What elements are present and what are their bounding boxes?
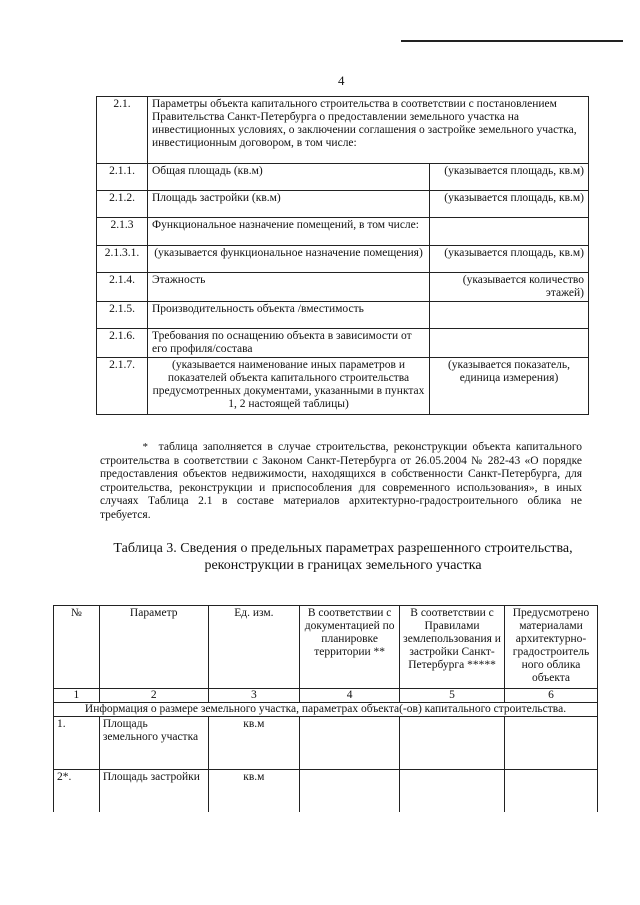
column-header: В соответствии с документацией по планировке территории ** xyxy=(300,606,400,689)
section-row xyxy=(54,703,598,717)
index-row xyxy=(54,689,598,703)
header-row xyxy=(54,606,598,689)
footnote-text: таблица заполняется в случае строительства, реконструкции объекта капитального строительства в соответствии с Законом Санкт-Петербурга от 26.05.2004 № 282-43 «О порядке предоставления объектов недвижимости, находящихся в собственности Санкт-Петербурга, для строительства, реконструкции и приспособления для современного использования», в иных случаях Таблица 2.1 в составе материалов архитектурно-градостроительного облика не требуется. xyxy=(100,441,583,521)
row-cell xyxy=(400,717,505,770)
column-header: № xyxy=(54,606,100,689)
row-cell xyxy=(300,717,400,770)
footnote xyxy=(100,441,582,523)
column-index: 1 xyxy=(54,689,100,703)
row-number: 1. xyxy=(54,717,100,770)
column-index: 4 xyxy=(300,689,400,703)
table-row xyxy=(97,191,589,218)
row-cell xyxy=(505,770,598,813)
parameters-table xyxy=(96,96,589,415)
column-header: Ед. изм. xyxy=(208,606,300,689)
row-text: Общая площадь (кв.м) xyxy=(148,164,430,191)
column-index: 5 xyxy=(400,689,505,703)
row-number: 2.1.7. xyxy=(97,358,148,415)
table-row xyxy=(97,273,589,302)
row-number: 2*. xyxy=(54,770,100,813)
column-header: Параметр xyxy=(99,606,208,689)
page-number: 4 xyxy=(338,73,345,88)
column-index: 3 xyxy=(208,689,300,703)
section-heading: Информация о размере земельного участка, параметрах объекта(-ов) капитального строительства. xyxy=(54,703,598,717)
row-value: (указывается площадь, кв.м) xyxy=(430,191,589,218)
row-number: 2.1.3.1. xyxy=(97,246,148,273)
row-value xyxy=(430,302,589,329)
row-text: Этажность xyxy=(148,273,430,302)
row-text: (указывается наименование иных параметров и показателей объекта капитального строительства предусмотренных документами, указанными в пунктах 1, 2 настоящей таблицы) xyxy=(148,358,430,415)
row-number: 2.1.2. xyxy=(97,191,148,218)
table-row xyxy=(97,97,589,164)
row-cell xyxy=(400,770,505,813)
top-rule xyxy=(401,40,623,42)
row-value xyxy=(430,218,589,246)
table3-title xyxy=(100,540,586,574)
row-unit: кв.м xyxy=(208,717,300,770)
row-number: 2.1.6. xyxy=(97,329,148,358)
column-header: Предусмотрено материалами архитектурно-градостроитель ного облика объекта xyxy=(505,606,598,689)
table-row xyxy=(97,246,589,273)
table-row xyxy=(97,302,589,329)
column-index: 2 xyxy=(99,689,208,703)
row-unit: кв.м xyxy=(208,770,300,813)
table3-title-line2: реконструкции в границах земельного участка xyxy=(204,558,482,573)
row-text: Параметры объекта капитального строительства в соответствии с постановлением Правительства Санкт-Петербурга о предоставлении земельного участка на инвестиционных условиях, о заключении соглашения о застройке земельного участка, инвестиционным договором, в том числе: xyxy=(148,97,589,164)
row-text: Требования по оснащению объекта в зависимости от его профиля/состава xyxy=(148,329,430,358)
row-value: (указывается площадь, кв.м) xyxy=(430,164,589,191)
table-row xyxy=(54,770,598,813)
row-value: (указывается показатель, единица измерения) xyxy=(430,358,589,415)
row-number: 2.1.5. xyxy=(97,302,148,329)
row-text: Площадь застройки (кв.м) xyxy=(148,191,430,218)
row-number: 2.1.4. xyxy=(97,273,148,302)
row-number: 2.1.3 xyxy=(97,218,148,246)
table-row xyxy=(97,164,589,191)
table-row xyxy=(97,329,589,358)
row-value: (указывается площадь, кв.м) xyxy=(430,246,589,273)
table-row xyxy=(54,717,598,770)
row-value xyxy=(430,329,589,358)
row-cell xyxy=(505,717,598,770)
row-parameter: Площадь застройки xyxy=(99,770,208,813)
row-text: Производительность объекта /вместимость xyxy=(148,302,430,329)
row-number: 2.1. xyxy=(97,97,148,164)
row-value: (указывается количество этажей) xyxy=(430,273,589,302)
table-row xyxy=(97,218,589,246)
row-number: 2.1.1. xyxy=(97,164,148,191)
row-text: Функциональное назначение помещений, в том числе: xyxy=(148,218,430,246)
table3-title-line1: Таблица 3. Сведения о предельных параметрах разрешенного строительства, xyxy=(113,541,573,556)
row-parameter: Площадь земельного участка xyxy=(99,717,208,770)
column-index: 6 xyxy=(505,689,598,703)
footnote-star: * xyxy=(142,441,149,453)
row-cell xyxy=(300,770,400,813)
limits-table xyxy=(53,605,598,812)
table-row xyxy=(97,358,589,415)
column-header: В соответствии с Правилами землепользования и застройки Санкт-Петербурга ***** xyxy=(400,606,505,689)
row-text: (указывается функциональное назначение помещения) xyxy=(148,246,430,273)
